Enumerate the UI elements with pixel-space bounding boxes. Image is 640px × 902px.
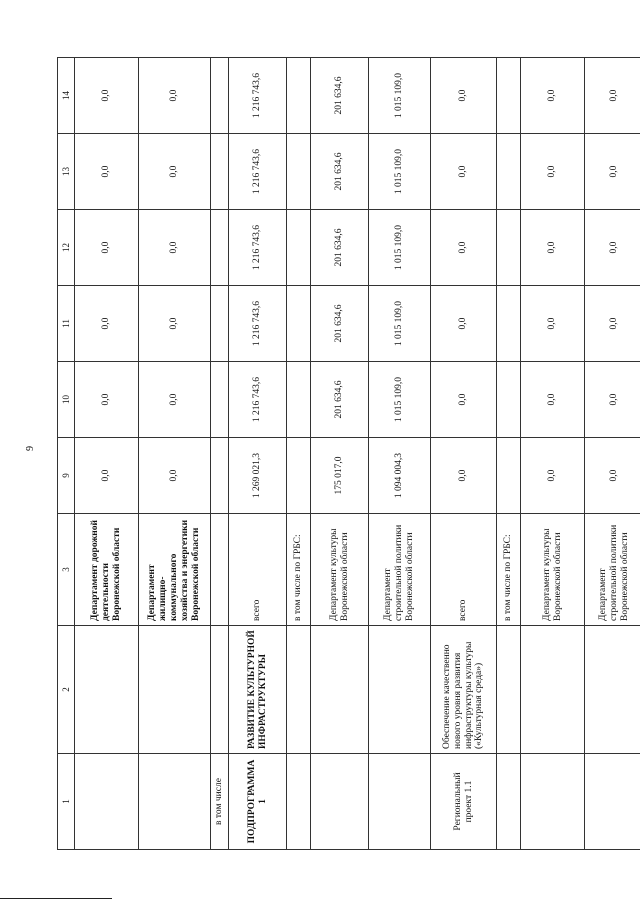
table-row (369, 58, 431, 850)
program-title-cell (585, 626, 640, 754)
program-code-cell (311, 754, 369, 850)
program-title-cell (369, 626, 431, 754)
amount-cell: 175 017,0 (311, 438, 369, 514)
program-code-cell: ПОДПРОГРАММА 1 (229, 754, 287, 850)
amount-cell: 0,0 (521, 438, 585, 514)
table-row (229, 58, 287, 850)
column-header: 2 (58, 626, 75, 754)
executor-cell: в том числе по ГРБС: (497, 514, 521, 626)
amount-cell (287, 58, 311, 134)
program-title-cell (75, 626, 139, 754)
amount-cell: 0,0 (75, 362, 139, 438)
amount-cell: 0,0 (139, 134, 211, 210)
amount-cell: 1 216 743,6 (229, 134, 287, 210)
amount-cell: 0,0 (585, 58, 640, 134)
column-header: 13 (58, 134, 75, 210)
amount-cell: 1 015 109,0 (369, 362, 431, 438)
executor-cell: Департамент дорожной деятельности Воронежской области (75, 514, 139, 626)
executor-cell: Департамент культуры Воронежской области (521, 514, 585, 626)
program-code-cell: в том числе (211, 754, 229, 850)
amount-cell: 0,0 (75, 134, 139, 210)
amount-cell: 0,0 (521, 286, 585, 362)
table-row (497, 58, 521, 850)
amount-cell (497, 362, 521, 438)
program-code-cell (139, 754, 211, 850)
executor-cell (211, 514, 229, 626)
amount-cell: 0,0 (431, 286, 497, 362)
amount-cell: 201 634,6 (311, 286, 369, 362)
amount-cell (211, 134, 229, 210)
table-row (211, 58, 229, 850)
amount-cell: 0,0 (585, 438, 640, 514)
amount-cell: 0,0 (75, 58, 139, 134)
amount-cell: 0,0 (585, 210, 640, 286)
amount-cell: 0,0 (139, 210, 211, 286)
column-header: 11 (58, 286, 75, 362)
program-code-cell (369, 754, 431, 850)
amount-cell: 1 269 021,3 (229, 438, 287, 514)
amount-cell (497, 286, 521, 362)
program-title-cell: РАЗВИТИЕ КУЛЬТУРНОЙ ИНФРАСТРУКТУРЫ (229, 626, 287, 754)
column-header: 14 (58, 58, 75, 134)
program-code-cell (521, 754, 585, 850)
amount-cell: 201 634,6 (311, 362, 369, 438)
amount-cell: 0,0 (431, 438, 497, 514)
executor-cell: всего (229, 514, 287, 626)
amount-cell: 0,0 (585, 134, 640, 210)
executor-cell: Департамент строительной политики Воронежской области (369, 514, 431, 626)
program-title-cell (139, 626, 211, 754)
amount-cell: 1 216 743,6 (229, 362, 287, 438)
program-title-cell (287, 626, 311, 754)
program-title-cell (521, 626, 585, 754)
table-row (585, 58, 640, 850)
amount-cell: 1 216 743,6 (229, 286, 287, 362)
amount-cell (211, 362, 229, 438)
amount-cell: 0,0 (75, 210, 139, 286)
amount-cell: 0,0 (139, 286, 211, 362)
amount-cell: 0,0 (75, 286, 139, 362)
amount-cell: 0,0 (431, 362, 497, 438)
amount-cell: 1 015 109,0 (369, 286, 431, 362)
program-code-cell (585, 754, 640, 850)
amount-cell: 0,0 (585, 286, 640, 362)
amount-cell (287, 362, 311, 438)
amount-cell: 1 216 743,6 (229, 210, 287, 286)
amount-cell: 0,0 (139, 438, 211, 514)
amount-cell: 1 015 109,0 (369, 134, 431, 210)
footer-rule (0, 898, 112, 899)
amount-cell: 1 015 109,0 (369, 58, 431, 134)
program-title-cell (211, 626, 229, 754)
amount-cell (211, 286, 229, 362)
executor-cell: Департамент жилищно-коммунального хозяйства и энергетики Воронежской области (139, 514, 211, 626)
amount-cell: 0,0 (585, 362, 640, 438)
amount-cell: 0,0 (521, 58, 585, 134)
amount-cell (211, 210, 229, 286)
table-row (521, 58, 585, 850)
table-row (139, 58, 211, 850)
amount-cell: 0,0 (139, 58, 211, 134)
amount-cell: 0,0 (521, 210, 585, 286)
column-number-row (58, 58, 75, 850)
amount-cell (497, 58, 521, 134)
amount-cell (287, 210, 311, 286)
column-header: 9 (58, 438, 75, 514)
program-code-cell (497, 754, 521, 850)
amount-cell: 0,0 (75, 438, 139, 514)
amount-cell: 1 015 109,0 (369, 210, 431, 286)
column-header: 10 (58, 362, 75, 438)
program-code-cell: Региональный проект 1.1 (431, 754, 497, 850)
program-title-cell (311, 626, 369, 754)
budget-table (57, 57, 640, 850)
table-row (431, 58, 497, 850)
amount-cell (497, 438, 521, 514)
table-row (287, 58, 311, 850)
program-title-cell (497, 626, 521, 754)
program-code-cell (287, 754, 311, 850)
amount-cell: 201 634,6 (311, 134, 369, 210)
page-number: 9 (25, 446, 36, 451)
table-row (75, 58, 139, 850)
amount-cell (287, 438, 311, 514)
executor-cell: всего (431, 514, 497, 626)
amount-cell: 1 216 743,6 (229, 58, 287, 134)
amount-cell: 0,0 (431, 134, 497, 210)
amount-cell (287, 134, 311, 210)
amount-cell: 0,0 (139, 362, 211, 438)
amount-cell: 0,0 (431, 210, 497, 286)
column-header: 12 (58, 210, 75, 286)
program-code-cell (75, 754, 139, 850)
amount-cell (497, 134, 521, 210)
amount-cell (497, 210, 521, 286)
column-header: 3 (58, 514, 75, 626)
amount-cell: 1 094 004,3 (369, 438, 431, 514)
amount-cell: 201 634,6 (311, 58, 369, 134)
executor-cell: Департамент строительной политики Воронежской области (585, 514, 640, 626)
amount-cell: 201 634,6 (311, 210, 369, 286)
amount-cell: 0,0 (521, 134, 585, 210)
executor-cell: в том числе по ГРБС: (287, 514, 311, 626)
column-header: 1 (58, 754, 75, 850)
table-row (311, 58, 369, 850)
amount-cell (211, 58, 229, 134)
program-title-cell: Обеспечение качественно нового уровня развития инфраструктуры культуры («Культурная среда») (431, 626, 497, 754)
amount-cell: 0,0 (431, 58, 497, 134)
executor-cell: Департамент культуры Воронежской области (311, 514, 369, 626)
amount-cell: 0,0 (521, 362, 585, 438)
amount-cell (287, 286, 311, 362)
budget-table-sheet (57, 58, 630, 850)
amount-cell (211, 438, 229, 514)
